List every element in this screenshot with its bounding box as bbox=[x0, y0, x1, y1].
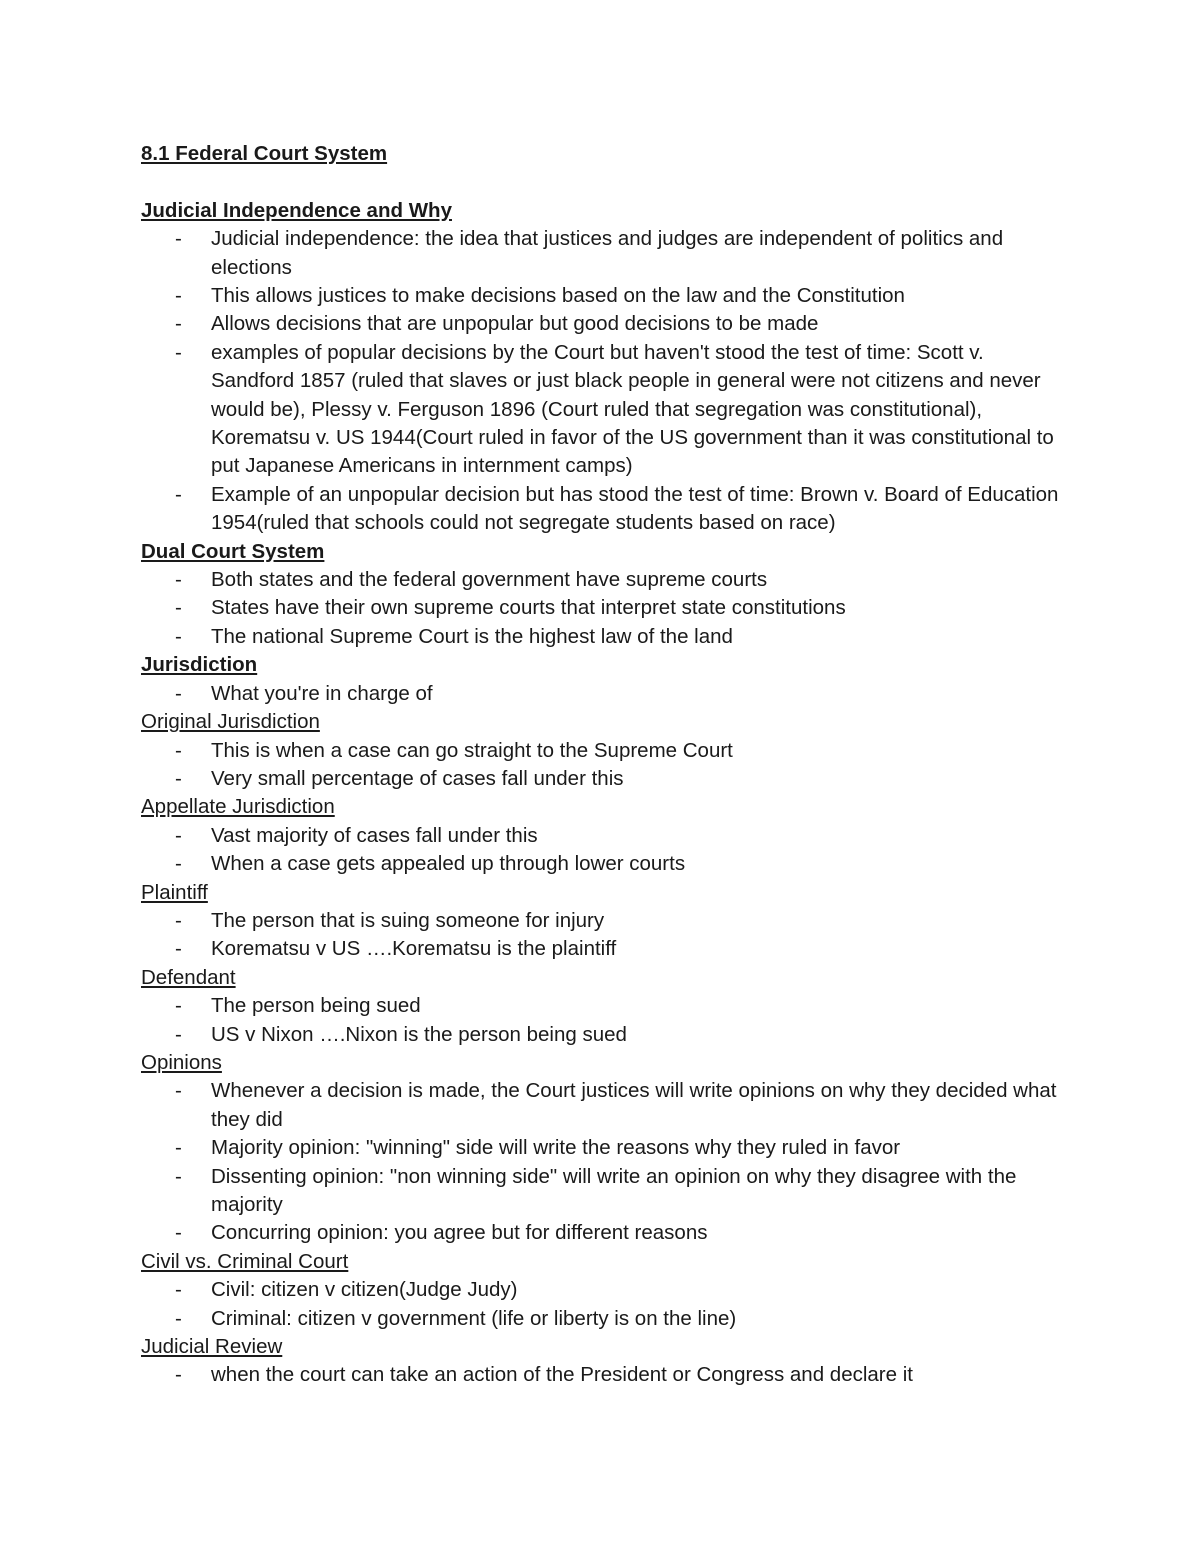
dash-bullet-icon: - bbox=[175, 994, 182, 1018]
bullet-list bbox=[141, 992, 1071, 1049]
section-heading: Original Jurisdiction bbox=[141, 710, 320, 734]
dash-bullet-icon: - bbox=[175, 1136, 182, 1160]
list-item bbox=[141, 737, 1071, 765]
bullet-list bbox=[141, 1077, 1071, 1247]
bullet-list bbox=[141, 1361, 1071, 1389]
section bbox=[141, 793, 1071, 878]
bullet-list bbox=[141, 737, 1071, 794]
list-item bbox=[141, 566, 1071, 594]
section bbox=[141, 708, 1071, 793]
list-item bbox=[141, 339, 1071, 481]
section bbox=[141, 1248, 1071, 1333]
list-item bbox=[141, 822, 1071, 850]
list-item-text: What you're in charge of bbox=[211, 681, 433, 705]
section bbox=[141, 1333, 1071, 1390]
dash-bullet-icon: - bbox=[175, 596, 182, 620]
bullet-list bbox=[141, 822, 1071, 879]
dash-bullet-icon: - bbox=[175, 681, 182, 705]
dash-bullet-icon: - bbox=[175, 937, 182, 961]
list-item-text: examples of popular decisions by the Court but haven't stood the test of time: Scott v. Sandford 1857 (ruled that slaves or just black people in general were not citizens and never would be), Plessy v. Ferguson 1896 (Court ruled that segregation was constitutional), Korematsu v. US 1944(Court ruled in favor of the US government than it was constitutional to put Japanese Americans in internment camps) bbox=[211, 340, 1054, 478]
dash-bullet-icon: - bbox=[175, 1221, 182, 1245]
dash-bullet-icon: - bbox=[175, 1164, 182, 1188]
list-item-text: Judicial independence: the idea that justices and judges are independent of politics and elections bbox=[211, 227, 1004, 279]
dash-bullet-icon: - bbox=[175, 1278, 182, 1302]
dash-bullet-icon: - bbox=[175, 852, 182, 876]
list-item bbox=[141, 907, 1071, 935]
dash-bullet-icon: - bbox=[175, 482, 182, 506]
dash-bullet-icon: - bbox=[175, 227, 182, 251]
list-item-text: Very small percentage of cases fall under this bbox=[211, 766, 624, 790]
list-item bbox=[141, 935, 1071, 963]
title-spacer bbox=[141, 168, 1071, 196]
section-heading: Jurisdiction bbox=[141, 653, 258, 677]
list-item-text: Civil: citizen v citizen(Judge Judy) bbox=[211, 1278, 518, 1302]
dash-bullet-icon: - bbox=[175, 1022, 182, 1046]
list-item bbox=[141, 1163, 1071, 1220]
bullet-list bbox=[141, 680, 1071, 708]
list-item-text: Allows decisions that are unpopular but good decisions to be made bbox=[211, 312, 819, 336]
list-item-text: Both states and the federal government have supreme courts bbox=[211, 568, 768, 592]
list-item-text: This is when a case can go straight to the Supreme Court bbox=[211, 738, 733, 762]
section bbox=[141, 197, 1071, 538]
list-item bbox=[141, 310, 1071, 338]
list-item bbox=[141, 1361, 1071, 1389]
dash-bullet-icon: - bbox=[175, 766, 182, 790]
section bbox=[141, 538, 1071, 652]
list-item bbox=[141, 1219, 1071, 1247]
section-heading: Civil vs. Criminal Court bbox=[141, 1249, 349, 1273]
dash-bullet-icon: - bbox=[175, 738, 182, 762]
dash-bullet-icon: - bbox=[175, 624, 182, 648]
list-item-text: Criminal: citizen v government (life or liberty is on the line) bbox=[211, 1306, 737, 1330]
list-item-text: This allows justices to make decisions based on the law and the Constitution bbox=[211, 284, 905, 308]
section-heading: Judicial Review bbox=[141, 1335, 283, 1359]
dash-bullet-icon: - bbox=[175, 284, 182, 308]
section-heading: Judicial Independence and Why bbox=[141, 198, 452, 222]
list-item-text: Korematsu v US ….Korematsu is the plaintiff bbox=[211, 937, 617, 961]
list-item-text: Dissenting opinion: "non winning side" will write an opinion on why they disagree with the majority bbox=[211, 1164, 1017, 1217]
dash-bullet-icon: - bbox=[175, 312, 182, 336]
dash-bullet-icon: - bbox=[175, 1306, 182, 1330]
list-item bbox=[141, 225, 1071, 282]
list-item bbox=[141, 765, 1071, 793]
list-item-text: Majority opinion: "winning" side will write the reasons why they ruled in favor bbox=[211, 1136, 901, 1160]
dash-bullet-icon: - bbox=[175, 823, 182, 847]
bullet-list bbox=[141, 225, 1071, 537]
section-heading: Defendant bbox=[141, 965, 236, 989]
list-item-text: The person being sued bbox=[211, 994, 421, 1018]
list-item-text: Example of an unpopular decision but has stood the test of time: Brown v. Board of Education 1954(ruled that schools could not segregate students based on race) bbox=[211, 482, 1059, 535]
section-heading: Plaintiff bbox=[141, 880, 208, 904]
section-heading: Opinions bbox=[141, 1050, 222, 1074]
list-item bbox=[141, 1276, 1071, 1304]
list-item bbox=[141, 481, 1071, 538]
list-item bbox=[141, 1077, 1071, 1134]
list-item bbox=[141, 623, 1071, 651]
bullet-list bbox=[141, 907, 1071, 964]
section-heading: Appellate Jurisdiction bbox=[141, 795, 335, 819]
bullet-list bbox=[141, 566, 1071, 651]
list-item-text: When a case gets appealed up through lower courts bbox=[211, 852, 686, 876]
list-item-text: States have their own supreme courts that interpret state constitutions bbox=[211, 596, 846, 620]
list-item-text: when the court can take an action of the President or Congress and declare it bbox=[211, 1363, 913, 1387]
section-heading: Dual Court System bbox=[141, 539, 325, 563]
list-item bbox=[141, 680, 1071, 708]
list-item bbox=[141, 282, 1071, 310]
list-item bbox=[141, 1305, 1071, 1333]
list-item-text: The national Supreme Court is the highest law of the land bbox=[211, 624, 733, 648]
list-item-text: Concurring opinion: you agree but for different reasons bbox=[211, 1221, 708, 1245]
list-item-text: Whenever a decision is made, the Court justices will write opinions on why they decided what they did bbox=[211, 1079, 1057, 1131]
list-item-text: US v Nixon ….Nixon is the person being sued bbox=[211, 1022, 627, 1046]
bullet-list bbox=[141, 1276, 1071, 1333]
document-page bbox=[141, 140, 1071, 1390]
dash-bullet-icon: - bbox=[175, 1363, 182, 1387]
list-item-text: Vast majority of cases fall under this bbox=[211, 823, 538, 847]
section bbox=[141, 1049, 1071, 1248]
document-title: 8.1 Federal Court System bbox=[141, 142, 388, 165]
list-item bbox=[141, 594, 1071, 622]
dash-bullet-icon: - bbox=[175, 568, 182, 592]
list-item bbox=[141, 1134, 1071, 1162]
section bbox=[141, 964, 1071, 1049]
list-item bbox=[141, 1021, 1071, 1049]
section bbox=[141, 651, 1071, 708]
dash-bullet-icon: - bbox=[175, 1079, 182, 1103]
list-item bbox=[141, 850, 1071, 878]
dash-bullet-icon: - bbox=[175, 908, 182, 932]
sections-container bbox=[141, 197, 1071, 1390]
list-item-text: The person that is suing someone for injury bbox=[211, 908, 605, 932]
section bbox=[141, 879, 1071, 964]
dash-bullet-icon: - bbox=[175, 340, 182, 364]
list-item bbox=[141, 992, 1071, 1020]
